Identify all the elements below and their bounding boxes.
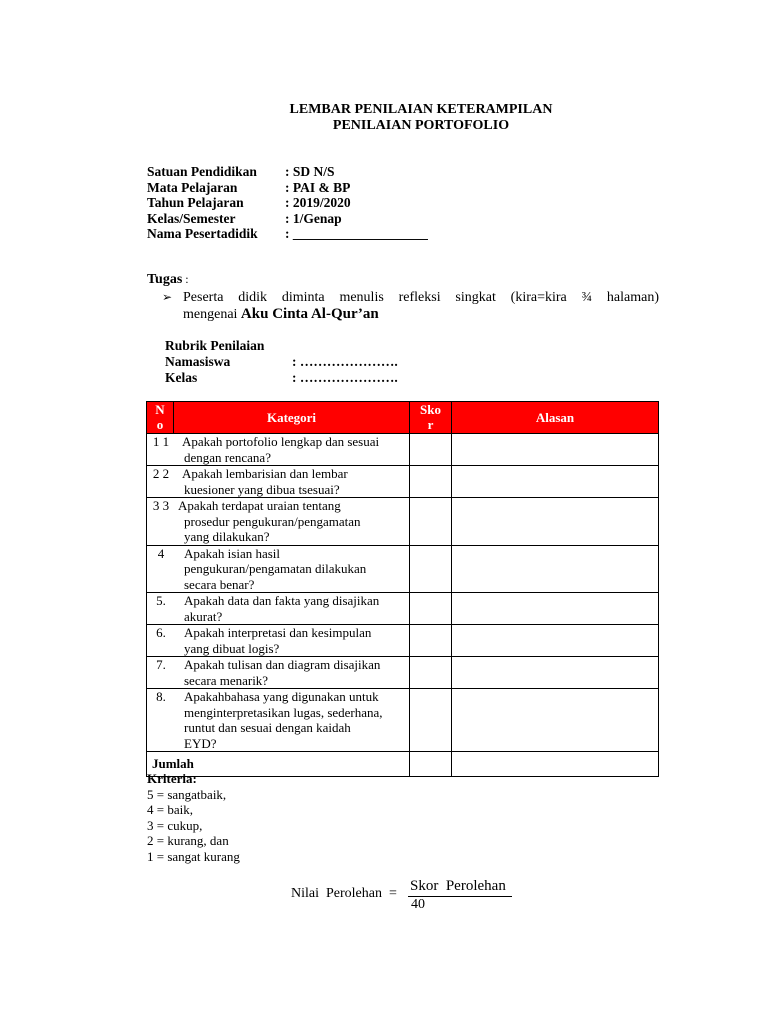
jumlah-skor-cell[interactable] (410, 752, 452, 777)
task-line2 (183, 306, 379, 323)
rubric-class-label: Kelas (165, 370, 198, 385)
row-line: akurat? (184, 608, 223, 624)
info-row-kelas (147, 211, 428, 227)
row-line: kuesioner yang dibua tsesuai? (184, 481, 340, 497)
info-row-satuan (147, 164, 428, 180)
row-number: 6. (156, 625, 166, 640)
task-line2-prefix: mengenai (183, 307, 241, 322)
row-number: 8. (156, 689, 166, 704)
info-row-nama (147, 226, 428, 242)
table-header-row (147, 402, 659, 434)
row-line: Apakah portofolio lengkap dan sesuai (182, 434, 380, 449)
info-label: Satuan Pendidikan (147, 164, 257, 179)
row-text (147, 434, 409, 465)
rubric-title: Rubrik Penilaian (165, 338, 265, 353)
table-row (147, 593, 659, 625)
row-number: 3 3 (152, 498, 170, 513)
kategori-cell (147, 466, 410, 498)
table-row (147, 434, 659, 466)
skor-cell[interactable] (410, 689, 452, 752)
kategori-cell (147, 498, 410, 546)
row-line: pengukuran/pengamatan dilakukan (184, 561, 367, 576)
header-alasan: Alasan (452, 402, 659, 434)
rubric-name-value: : …………………. (292, 354, 398, 369)
row-line: menginterpretasikan lugas, sederhana, (184, 704, 383, 720)
info-label: Nama Pesertadidik (147, 226, 258, 241)
row-line: Apakah isian hasil (184, 545, 281, 561)
info-row-mapel (147, 180, 428, 196)
criteria-block (147, 771, 240, 864)
criteria-title: Kriteria: (147, 771, 197, 786)
row-line: secara menarik? (184, 672, 269, 688)
skor-cell[interactable] (410, 545, 452, 593)
kategori-cell (147, 545, 410, 593)
row-number: 7. (156, 657, 166, 672)
row-number: 2 2 (152, 466, 170, 481)
info-row-tahun (147, 195, 428, 211)
criteria-item: 5 = sangatbaik, (147, 786, 227, 802)
row-line: dengan rencana? (184, 449, 271, 465)
alasan-cell[interactable] (452, 466, 659, 498)
table-row (147, 689, 659, 752)
criteria-item: 2 = kurang, dan (147, 833, 229, 848)
header-no-line1: N (155, 402, 165, 417)
table-row (147, 545, 659, 593)
row-text (147, 625, 409, 656)
task-bullet-icon: ➢ (162, 290, 173, 304)
info-value: : SD N/S (285, 164, 335, 179)
row-line: runtut dan sesuai dengan kaidah (184, 720, 351, 735)
jumlah-alasan-cell[interactable] (452, 752, 659, 777)
alasan-cell[interactable] (452, 689, 659, 752)
formula-lhs: Nilai Perolehan = (291, 886, 397, 901)
row-text (147, 466, 409, 497)
alasan-cell[interactable] (452, 593, 659, 625)
row-text (147, 657, 409, 688)
skor-cell[interactable] (410, 593, 452, 625)
alasan-cell[interactable] (452, 625, 659, 657)
criteria-item: 1 = sangat kurang (147, 848, 240, 864)
info-label: Mata Pelajaran (147, 179, 238, 195)
alasan-cell[interactable] (452, 498, 659, 546)
header-skor-line1: Sko (420, 402, 441, 417)
info-value: : ____________________ (285, 226, 428, 241)
info-value: : 1/Genap (285, 210, 342, 226)
info-label: Kelas/Semester (147, 210, 236, 226)
formula-numerator: Skor Perolehan (410, 878, 506, 894)
row-line: Apakah data dan fakta yang disajikan (184, 593, 380, 608)
info-block (147, 164, 428, 242)
kategori-cell (147, 689, 410, 752)
row-number: 5. (156, 593, 166, 608)
row-line: yang dibuat logis? (184, 640, 280, 656)
document-title-line2: PENILAIAN PORTOFOLIO (332, 118, 510, 133)
table-row (147, 498, 659, 546)
criteria-item: 3 = cukup, (147, 817, 203, 833)
info-label: Tahun Pelajaran (147, 195, 244, 210)
alasan-cell[interactable] (452, 545, 659, 593)
row-line: EYD? (184, 735, 217, 751)
row-number: 4 (157, 545, 165, 561)
info-value: : 2019/2020 (285, 195, 351, 210)
header-no (147, 402, 174, 434)
alasan-cell[interactable] (452, 434, 659, 466)
row-line: Apakah lembarisian dan lembar (182, 466, 348, 481)
row-line: secara benar? (184, 576, 255, 592)
table-row (147, 466, 659, 498)
header-kategori: Kategori (174, 402, 410, 434)
skor-cell[interactable] (410, 466, 452, 498)
row-number: 1 1 (152, 434, 170, 449)
kategori-cell (147, 593, 410, 625)
rubric-table (146, 401, 659, 777)
header-skor-line2: r (427, 417, 434, 432)
skor-cell[interactable] (410, 657, 452, 689)
task-colon: : (182, 272, 189, 286)
skor-cell[interactable] (410, 625, 452, 657)
row-line: yang dilakukan? (184, 529, 270, 544)
formula-denominator: 40 (411, 897, 425, 912)
row-line: prosedur pengukuran/pengamatan (184, 513, 361, 529)
kategori-cell (147, 434, 410, 466)
header-no-line2: o (156, 417, 164, 432)
row-text (147, 593, 409, 624)
task-line1: Peserta didik diminta menulis refleksi singkat (kira=kira ¾ halaman) (183, 290, 659, 305)
task-topic: Aku Cinta Al-Qur’an (240, 306, 379, 322)
header-skor (410, 402, 452, 434)
criteria-item: 4 = baik, (147, 802, 193, 817)
row-line: Apakah terdapat uraian tentang (178, 498, 341, 513)
row-text (147, 498, 409, 545)
row-text (147, 689, 409, 751)
row-line: Apakah tulisan dan diagram disajikan (184, 657, 381, 672)
alasan-cell[interactable] (452, 657, 659, 689)
rubric-class-value: : …………………. (292, 370, 398, 385)
info-value: : PAI & BP (285, 179, 351, 195)
table-row (147, 625, 659, 657)
task-heading (147, 272, 189, 288)
skor-cell[interactable] (410, 434, 452, 466)
row-line: Apakahbahasa yang digunakan untuk (184, 689, 379, 704)
kategori-cell (147, 657, 410, 689)
rubric-name-label: Namasiswa (165, 354, 231, 369)
row-text (147, 546, 409, 593)
table-row (147, 657, 659, 689)
row-line: Apakah interpretasi dan kesimpulan (184, 625, 372, 640)
jumlah-label: Jumlah (147, 752, 410, 777)
skor-cell[interactable] (410, 498, 452, 546)
task-label: Tugas (147, 272, 183, 287)
kategori-cell (147, 625, 410, 657)
document-title-line1: LEMBAR PENILAIAN KETERAMPILAN (289, 102, 553, 117)
